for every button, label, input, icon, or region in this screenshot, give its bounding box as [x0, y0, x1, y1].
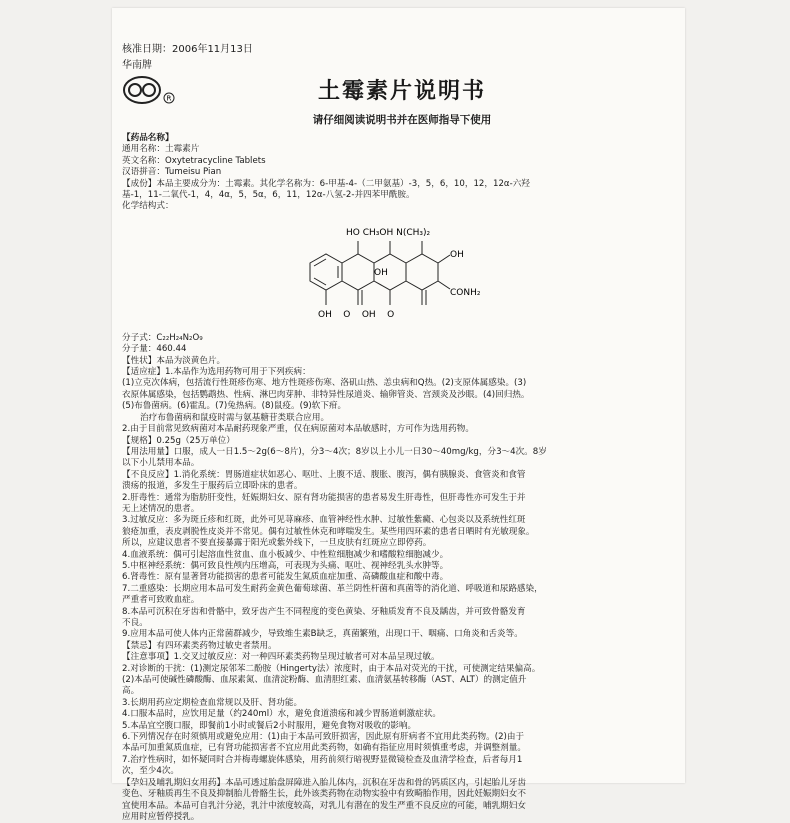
- pregnancy-line: 【孕妇及哺乳期妇女用药】本品可透过胎盘屏障进入胎儿体内，沉积在牙齿和骨的钙质区内，引起胎儿牙齿: [122, 777, 526, 788]
- precaution-line: 2.对诊断的干扰：(1)测定尿邻苯二酚胺（Hingerty法）浓度时，由于本品对荧光的干扰，可使测定结果偏高。: [122, 663, 541, 674]
- indications-line: (5)布鲁菌病。(6)霍乱。(7)兔热病。(8)鼠疫。(9)软下疳。: [122, 401, 347, 412]
- adverse-line: 【不良反应】1.消化系统：胃肠道症状如恶心、呕吐、上腹不适、腹胀、腹泻，偶有胰腺炎、食管炎和食管: [122, 469, 526, 480]
- generic-name: 通用名称：土霉素片: [122, 144, 200, 155]
- indications-line: 2.由于目前常见致病菌对本品耐药现象严重，仅在病原菌对本品敏感时，方可作为选用药物。: [122, 424, 474, 435]
- adverse-line: 严重者可致败血症。: [122, 595, 200, 606]
- dosage-line: 【用法用量】口服，成人一日1.5～2g(6～8片)，分3～4次；8岁以上小儿一日30～40mg/kg，分3～4次。8岁: [122, 446, 547, 457]
- chemical-structure-drawing: [282, 213, 512, 333]
- indications-line: 衣原体属感染，包括鹦鹉热、性病、淋巴肉芽肿、非特异性尿道炎、输卵管炎、宫颈炎及沙眼。(4)回归热。: [122, 389, 530, 400]
- svg-text:R: R: [166, 94, 172, 103]
- adverse-line: 7.二重感染：长期应用本品可发生耐药金黄色葡萄球菌、革兰阴性杆菌和真菌等的消化道、呼吸道和尿路感染，: [122, 583, 543, 594]
- precaution-line: 4.口服本品时，应饮用足量（约240ml）水，避免食道溃疡和减少胃肠道刺激症状。: [122, 709, 441, 720]
- precaution-line: 3.长期用药应定期检查血常规以及肝、肾功能。: [122, 697, 303, 708]
- adverse-line: 不良。: [122, 618, 148, 628]
- structure-oh-right: OH: [450, 249, 464, 260]
- precaution-line: 7.治疗性病时，如怀疑同时合并梅毒螺旋体感染，用药前须行暗视野显微镜检查及血清学检查，后者每月1: [122, 754, 523, 765]
- adverse-line: 狼疮加重，表皮剥脱性皮炎并不常见。偶有过敏性休克和哮喘发生。某些用四环素的患者日晒时有光敏现象。: [122, 526, 535, 537]
- precaution-line: 高。: [122, 686, 140, 697]
- adverse-line: 4.血液系统：偶可引起溶血性贫血、血小板减少、中性粒细胞减少和嗜酸粒细胞减少。: [122, 549, 449, 560]
- adverse-line: 所以，应建议患者不要直接暴露于阳光或紫外线下，一旦皮肤有红斑应立即停药。: [122, 538, 432, 549]
- precaution-line: 【注意事项】1.交叉过敏反应：对一种四环素类药物呈现过敏者可对本品呈现过敏。: [122, 652, 440, 663]
- document-title: 土霉素片说明书: [317, 79, 486, 104]
- indications-line: 【适应症】1.本品作为选用药物可用于下列疾病：: [122, 367, 311, 378]
- brand-logo-icon: [120, 72, 180, 106]
- composition-line-1: 【成份】本品主要成分为：土霉素。其化学名称为：6-甲基-4-（二甲氨基）-3，5，6，10，12，12α-六羟: [122, 178, 530, 189]
- structure-label: 化学结构式：: [122, 201, 174, 212]
- precaution-line: 本品可加重氮质血症，已有肾功能损害者不宜应用此类药物，如确有指征应用时须慎重考虑，并调整剂量。: [122, 743, 526, 754]
- indications-line: (1)立克次体病，包括流行性斑疹伤寒、地方性斑疹伤寒、洛矶山热、恙虫病和Q热。(2)支原体属感染。(3): [122, 378, 527, 389]
- structure-top-groups: HO CH₃OH N(CH₃)₂: [346, 227, 431, 238]
- precaution-line: 5.本品宜空腹口服，即餐前1小时或餐后2小时服用，避免食物对吸收的影响。: [122, 720, 417, 731]
- structure-amide: CONH₂: [450, 287, 481, 298]
- precaution-line: (2)本品可使碱性磷酸酶、血尿素氮、血清淀粉酶、血清胆红素、血清氨基转移酶（AST、ALT）的测定值升: [122, 675, 527, 686]
- document-subtitle: 请仔细阅读说明书并在医师指导下使用: [312, 114, 492, 126]
- indications-line: 治疗布鲁菌病和鼠疫时需与氨基糖苷类联合应用。: [140, 412, 330, 423]
- character-section: 【性状】本品为淡黄色片。: [122, 355, 226, 366]
- dosage-line: 以下小儿禁用本品。: [122, 458, 200, 469]
- precaution-line: 次，至少4次。: [122, 766, 180, 777]
- pregnancy-line: 变色、牙釉质再生不良及抑制胎儿骨骼生长，此外该类药物在动物实验中有致畸胎作用，因此妊娠期妇女不: [122, 789, 526, 800]
- adverse-line: 9.应用本品可使人体内正常菌群减少，导致维生素B缺乏，真菌繁殖，出现口干、咽痛、口角炎和舌炎等。: [122, 629, 523, 640]
- pregnancy-line: 应用时应暂停授乳。: [122, 811, 200, 822]
- adverse-line: 6.肾毒性：原有显著肾功能损害的患者可能发生氮质血症加重、高磷酸血症和酸中毒。: [122, 572, 449, 583]
- chemical-structure: [122, 213, 674, 333]
- package-insert-sheet: [112, 8, 685, 822]
- composition-line-2: 基-1，11-二氧代-1，4，4α，5，5α，6，11，12α-八氢-2-并四苯甲酰胺。: [122, 190, 415, 201]
- insert-content: [122, 133, 674, 823]
- adverse-line: 2.肝毒性：通常为脂肪肝变性，妊娠期妇女、原有肾功能损害的患者易发生肝毒性，但肝毒性亦可发生于并: [122, 492, 526, 503]
- molecular-formula: 分子式：C₂₂H₂₄N₂O₉: [122, 332, 203, 343]
- structure-bottom-groups: OH O OH O: [318, 309, 395, 320]
- precaution-line: 6.下列情况存在时须慎用或避免应用：(1)由于本品可致肝损害，因此原有肝病者不宜用此类药物。(2)由于: [122, 732, 525, 743]
- pinyin-name: 汉语拼音：Tumeisu Pian: [122, 167, 222, 178]
- adverse-line: 无上述情况的患者。: [122, 503, 200, 514]
- contraindications: 【禁忌】有四环素类药物过敏史者禁用。: [122, 640, 277, 651]
- pregnancy-line: 宜使用本品。本品可自乳汁分泌，乳汁中浓度较高，对乳儿有潜在的发生严重不良反应的可能，哺乳期妇女: [122, 800, 526, 811]
- adverse-line: 5.中枢神经系统：偶可致良性颅内压增高，可表现为头痛、呕吐、视神经乳头水肿等。: [122, 560, 449, 571]
- brand-name: 华南牌: [122, 60, 152, 71]
- adverse-line: 溃疡的报道，多发生于服药后立即卧床的患者。: [122, 481, 303, 492]
- english-name: 英文名称：Oxytetracycline Tablets: [122, 155, 266, 166]
- molecular-weight: 分子量：460.44: [122, 344, 187, 355]
- adverse-line: 3.过敏反应：多为斑丘疹和红斑，此外可见荨麻疹、血管神经性水肿、过敏性紫癜、心包炎以及系统性红斑: [122, 515, 526, 526]
- drug-name-heading: 【药品名称】: [122, 133, 174, 143]
- approval-date: 核准日期：2006年11月13日: [122, 44, 253, 55]
- adverse-line: 8.本品可沉积在牙齿和骨骼中，致牙齿产生不同程度的变色黄染、牙釉质发育不良及龋齿，并可致骨骼发育: [122, 606, 526, 617]
- specification: 【规格】0.25g（25万单位）: [122, 435, 235, 446]
- structure-oh-left: OH: [374, 267, 388, 278]
